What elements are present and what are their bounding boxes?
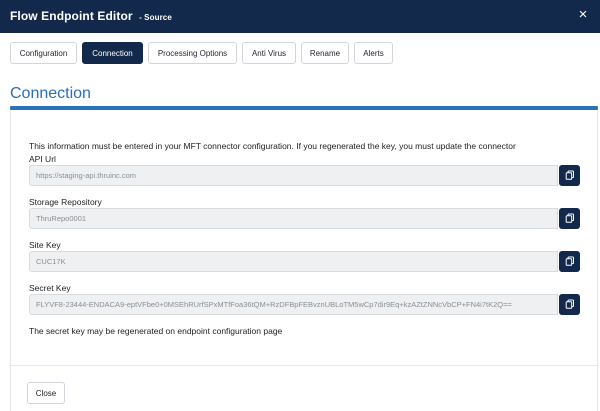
section-title: Connection (10, 85, 91, 102)
tab-configuration[interactable]: Configuration (10, 42, 77, 64)
storage-repository-label: Storage Repository (29, 197, 102, 207)
tab-processing-options[interactable]: Processing Options (148, 42, 237, 64)
window-title-text: Flow Endpoint Editor (10, 9, 133, 23)
api-url-label: API Url (29, 154, 56, 164)
tab-connection[interactable]: Connection (82, 42, 143, 64)
copy-icon (565, 296, 575, 314)
tab-anti-virus[interactable]: Anti Virus (242, 42, 296, 64)
storage-repository-field[interactable]: ThruRepo0001 (29, 208, 558, 229)
copy-icon (565, 253, 575, 271)
window-subtitle: - Source (139, 13, 172, 22)
footer-divider (11, 365, 597, 366)
secret-key-label: Secret Key (29, 283, 71, 293)
copy-icon (565, 167, 575, 185)
close-icon[interactable]: × (578, 6, 588, 23)
secret-key-field[interactable]: FLYVF8-23444-ENDACA9-eptVFbe0+0MSEhRUrfSPxMTfFoa36tQM+RzDFBpFEBvznUBLoTM5wCp7dir9Eq+kzAZtZNNcVbCP+FN4i7tK2Q== (29, 294, 558, 315)
connection-panel (10, 110, 598, 411)
copy-icon (565, 210, 575, 228)
site-key-label: Site Key (29, 240, 61, 250)
secret-key-copy-button[interactable] (559, 294, 580, 315)
info-text: This information must be entered in your MFT connector configuration. If you regenerated the key, you must update the connector (29, 141, 516, 151)
storage-repository-copy-button[interactable] (559, 208, 580, 229)
window-titlebar (0, 0, 600, 33)
site-key-field[interactable]: CUC17K (29, 251, 558, 272)
tab-rename[interactable]: Rename (301, 42, 349, 64)
secret-key-note: The secret key may be regenerated on endpoint configuration page (29, 326, 283, 336)
tab-alerts[interactable]: Alerts (354, 42, 393, 64)
api-url-field[interactable]: https://staging-api.thruinc.com (29, 165, 558, 186)
tab-bar (10, 42, 398, 64)
site-key-copy-button[interactable] (559, 251, 580, 272)
window-title (10, 9, 172, 23)
close-button[interactable]: Close (27, 382, 65, 404)
api-url-copy-button[interactable] (559, 165, 580, 186)
